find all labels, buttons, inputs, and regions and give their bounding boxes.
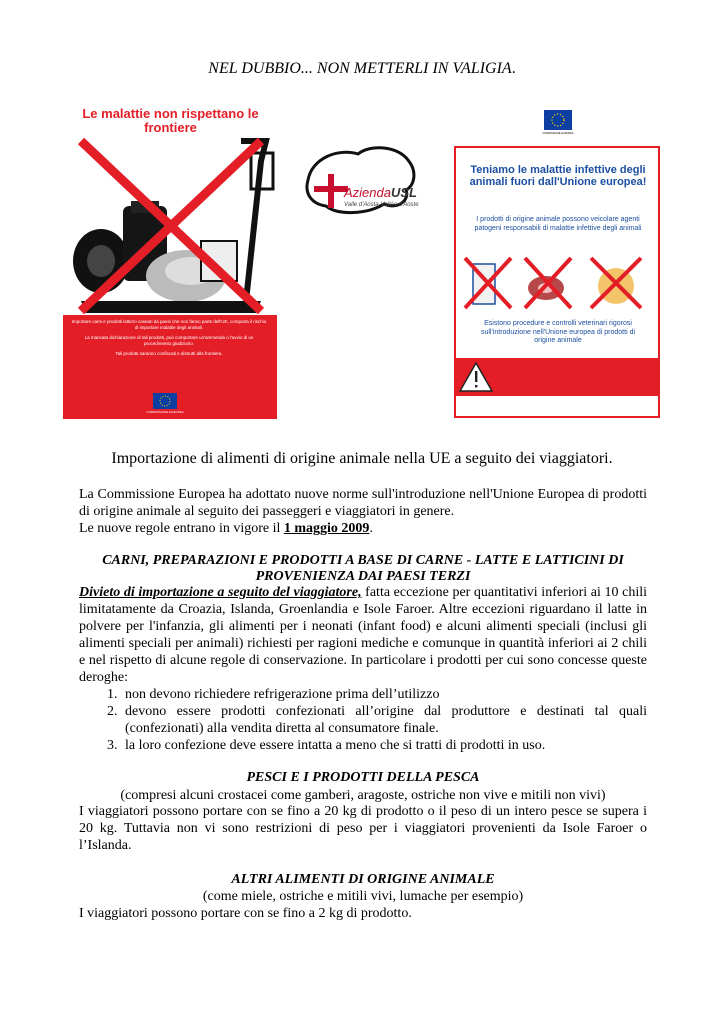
section-subheading-fish: (compresi alcuni crostacei come gamberi, aragoste, ostriche non vive e mitili non vivi) <box>120 788 606 803</box>
eu-flag-icon <box>153 393 177 409</box>
section-body-fish: I viaggiatori possono portare con se fino a 20 kg di prodotto o il peso di un intero pesce se supera i 20 kg. Tuttavia non vi sono restrizioni di peso per i viaggiatori provenienti da Isole Faroer o l’Islanda. <box>79 804 647 853</box>
import-ban-lead: Divieto di importazione a seguito del viaggiatore, <box>79 585 362 600</box>
section-heading-fish: PESCI E I PRODOTTI DELLA PESCA <box>246 770 480 785</box>
poster-right-text-2: Esistono procedure e controlli veterinari rigorosi sull'introduzione nell'Unione europea di prodotti di origine animale <box>480 320 636 344</box>
poster-left-text: Importare carni e prodotti lattiero caseari da paesi che non fanno parte dell'UE, comporta il rischio di importare malattie degli animali. La mancata dichiarazione di tali prodotti, può comportare un'ammenda o l'avvio di un procedimento giudiziario. Tali prodotti saranno confiscati e distrutti alla frontiera. <box>71 319 267 356</box>
effective-date-line: Le nuove regole entrano in vigore il 1 maggio 2009. <box>79 521 373 536</box>
exception-rules-list <box>79 686 647 754</box>
list-item: 2. devono essere prodotti confezionati all’origine dal produttore e destinati tal quali (confezionati) alla vendita diretta al consumatore finale. <box>121 703 647 737</box>
section-subheading-other: (come miele, ostriche e mitili vivi, lumache per esempio) <box>202 889 524 904</box>
list-item: 3. la loro confezione deve essere intatta a meno che si tratti di prodotti in uso. <box>121 737 647 754</box>
forbidden-food-icons <box>451 246 665 316</box>
list-item: 1. non devono richiedere refrigerazione prima dell’utilizzo <box>121 686 647 703</box>
logo-region: Valle d'Aosta-Vallée d'Aoste <box>344 202 419 208</box>
poster-right-text-1: I prodotti di origine animale possono veicolare agenti patogeni responsabili di malattie infettive degli animali <box>474 216 642 232</box>
azienda-usl-logo <box>298 140 426 220</box>
section-heading-other: ALTRI ALIMENTI DI ORIGINE ANIMALE <box>231 872 495 887</box>
logo-name: AziendaUSL <box>344 185 417 200</box>
poster-right <box>451 106 665 426</box>
document-subtitle: Importazione di alimenti di origine animale nella UE a seguito dei viaggiatori. <box>111 450 613 467</box>
page-title: NEL DUBBIO... NON METTERLI IN VALIGIA. <box>208 60 516 77</box>
poster-right-heading: Teniamo le malattie infettive degli animali fuori dall'Unione europea! <box>469 164 647 188</box>
poster-left-heading: Le malattie non rispettano le frontiere <box>82 106 259 135</box>
section-body-meat-dairy: Divieto di importazione a seguito del viaggiatore, fatta eccezione per quantitativi inferiori ai 10 chili limitatamente da Croazia, Islanda, Groenlandia e Isole Faroer. Altre eccezioni riguardano il latte in polvere per l'infanzia, gli alimenti per i neonati (infant food) e alcuni alimenti speciali (inclusi gli alimenti speciali per animali) richiesti per ragioni mediche e comunque in quantità inferiori ai 2 chili e nel rispetto di alcune regole di conservazione. In particolare i prodotti per cui sono concesse queste deroghe: 1. non devono richiedere refrigerazione prima dell’utilizzo 2. devono essere prodotti confezionati all’origine dal produttore e destinati tal quali (confezionati) alla vendita diretta al consumatore finale. 3. la loro confezione deve essere intatta a meno che si tratti di prodotti in uso. <box>79 584 647 754</box>
warning-icon <box>456 358 496 396</box>
poster-right-eu-label: COMMISSIONE EUROPEA <box>542 132 574 135</box>
food-cart-illustration <box>61 101 280 315</box>
section-heading-meat-dairy: CARNI, PREPARAZIONI E PRODOTTI A BASE DI CARNE - LATTE E LATTICINI DI PROVENIENZA DAI PAESI TERZI <box>102 553 624 584</box>
poster-left <box>61 101 280 421</box>
effective-date: 1 maggio 2009 <box>283 521 370 536</box>
intro-paragraph: La Commissione Europea ha adottato nuove norme sull'introduzione nell'Unione Europea di prodotti di origine animale al seguito dei passeggeri e viaggiatori in genere. Le nuove regole entrano in vigore il 1 maggio 2009. <box>79 487 647 536</box>
poster-left-eu-label: COMMISSIONE EUROPEA <box>146 410 184 414</box>
section-body-other: I viaggiatori possono portare con se fino a 2 kg di prodotto. <box>79 906 412 921</box>
eu-flag-icon <box>544 110 572 130</box>
poster-right-red-band <box>456 358 658 396</box>
region-outline-icon <box>298 140 426 220</box>
